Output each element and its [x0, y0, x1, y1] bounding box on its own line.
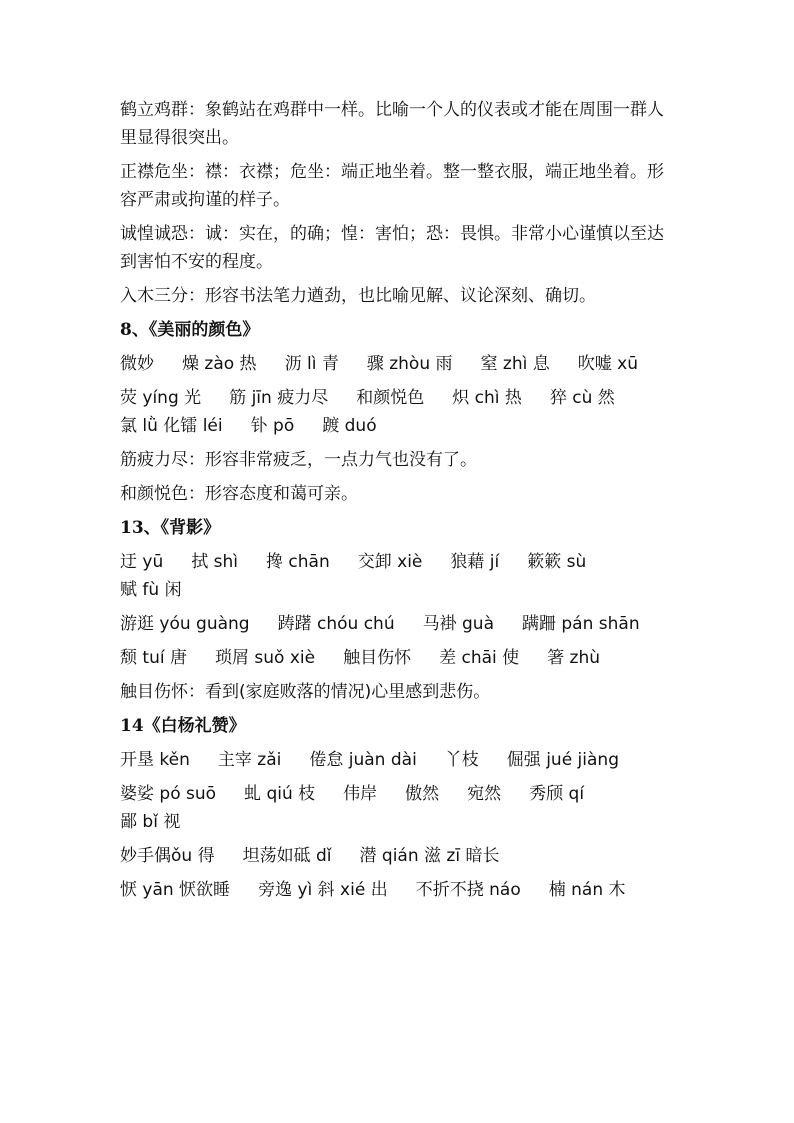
section-heading: 13、《背影》: [120, 518, 221, 538]
vocab-item: 潜 qián 滋 zī 暗长: [359, 846, 500, 866]
vocab-item: 骤 zhòu 雨: [366, 354, 453, 374]
vocab-item: 窒 zhì 息: [480, 354, 550, 374]
vocab-item: 倔强 jué jiàng: [506, 750, 619, 770]
vocab-item: 妙手偶ǒu 得: [120, 846, 215, 866]
vocab-item: 坦荡如砥 dǐ: [242, 846, 332, 866]
vocab-row: [120, 842, 680, 870]
vocab-item: 宛然: [467, 784, 502, 804]
vocab-item: 迂 yū: [120, 552, 164, 572]
vocab-item: 触目伤怀: [343, 648, 412, 668]
vocab-item: 伟岸: [343, 784, 378, 804]
vocab-item: 开垦 kěn: [120, 750, 190, 770]
vocab-item: 炽 chì 热: [452, 388, 522, 408]
vocab-item: 狼藉 jí: [450, 552, 500, 572]
vocab-item: 旁逸 yì 斜 xié 出: [258, 880, 388, 900]
vocab-row: [120, 384, 680, 440]
vocab-item: 钋 pō: [250, 416, 295, 436]
vocab-item: 燥 zào 热: [182, 354, 257, 374]
vocab-item: 沥 lì 青: [284, 354, 339, 374]
vocab-item: 差 chāi 使: [439, 648, 520, 668]
vocab-item: 搀 chān: [266, 552, 330, 572]
vocab-item: 踌躇 chóu chú: [277, 614, 395, 634]
idiom-definition: 触目伤怀：看到(家庭败落的情况)心里感到悲伤。: [120, 682, 491, 702]
vocab-item: 箸 zhù: [547, 648, 601, 668]
vocab-item: 氯 lǜ 化镭 léi: [120, 416, 223, 436]
vocab-item: 秀颀 qí: [529, 784, 585, 804]
vocab-row: [120, 548, 680, 604]
idiom-definition: 入木三分：形容书法笔力遒劲，也比喻见解、议论深刻、确切。: [120, 286, 596, 306]
vocab-item: 虬 qiú 枝: [244, 784, 316, 804]
vocab-item: 倦怠 juàn dài: [309, 750, 417, 770]
vocab-item: 颓 tuí 唐: [120, 648, 187, 668]
vocab-item: 主宰 zǎi: [217, 750, 282, 770]
vocab-item: 蹒跚 pán shān: [521, 614, 640, 634]
vocab-item: 琐屑 suǒ xiè: [214, 648, 316, 668]
idiom-definition: 诚惶诚恐：诚：实在，的确；惶：害怕；恐：畏惧。非常小心谨慎以至达到害怕不安的程度。: [120, 224, 664, 272]
vocab-row: [120, 780, 680, 836]
vocab-item: 微妙: [120, 354, 154, 374]
vocab-item: 猝 cù 然: [549, 388, 615, 408]
vocab-item: 和颜悦色: [356, 388, 425, 408]
vocab-row: [120, 610, 680, 638]
vocab-row: [120, 746, 680, 774]
vocab-item: 婆娑 pó suō: [120, 784, 217, 804]
vocab-item: 恹 yān 恹欲睡: [120, 880, 231, 900]
vocab-row: [120, 350, 680, 378]
vocab-item: 赋 fù 闲: [120, 580, 182, 600]
vocab-item: 荧 yíng 光: [120, 388, 202, 408]
vocab-item: 楠 nán 木: [548, 880, 626, 900]
vocab-item: 马褂 guà: [422, 614, 494, 634]
vocab-item: 踱 duó: [322, 416, 377, 436]
vocab-item: 拭 shì: [191, 552, 239, 572]
vocab-item: 吹嘘 xū: [577, 354, 638, 374]
vocab-row: [120, 876, 680, 904]
vocab-item: 游逛 yóu guàng: [120, 614, 250, 634]
idiom-definition: 正襟危坐：襟：衣襟；危坐：端正地坐着。整一整衣服，端正地坐着。形容严肃或拘谨的样子。: [120, 162, 664, 210]
vocab-item: 丫枝: [444, 750, 479, 770]
section-heading: 14《白杨礼赞》: [120, 716, 246, 736]
vocab-item: 筋 jīn 疲力尽: [229, 388, 329, 408]
idiom-definition: 和颜悦色：形容态度和蔼可亲。: [120, 484, 358, 504]
vocab-item: 不折不挠 náo: [415, 880, 521, 900]
vocab-item: 交卸 xiè: [357, 552, 423, 572]
document-body: [120, 96, 680, 904]
idiom-definition: 鹤立鸡群：象鹤站在鸡群中一样。比喻一个人的仪表或才能在周围一群人里显得很突出。: [120, 100, 664, 148]
section-heading: 8、《美丽的颜色》: [120, 320, 260, 340]
vocab-item: 鄙 bǐ 视: [120, 812, 181, 832]
vocab-item: 傲然: [405, 784, 440, 804]
vocab-row: [120, 644, 680, 672]
idiom-definition: 筋疲力尽：形容非常疲乏，一点力气也没有了。: [120, 450, 477, 470]
vocab-item: 簌簌 sù: [527, 552, 587, 572]
